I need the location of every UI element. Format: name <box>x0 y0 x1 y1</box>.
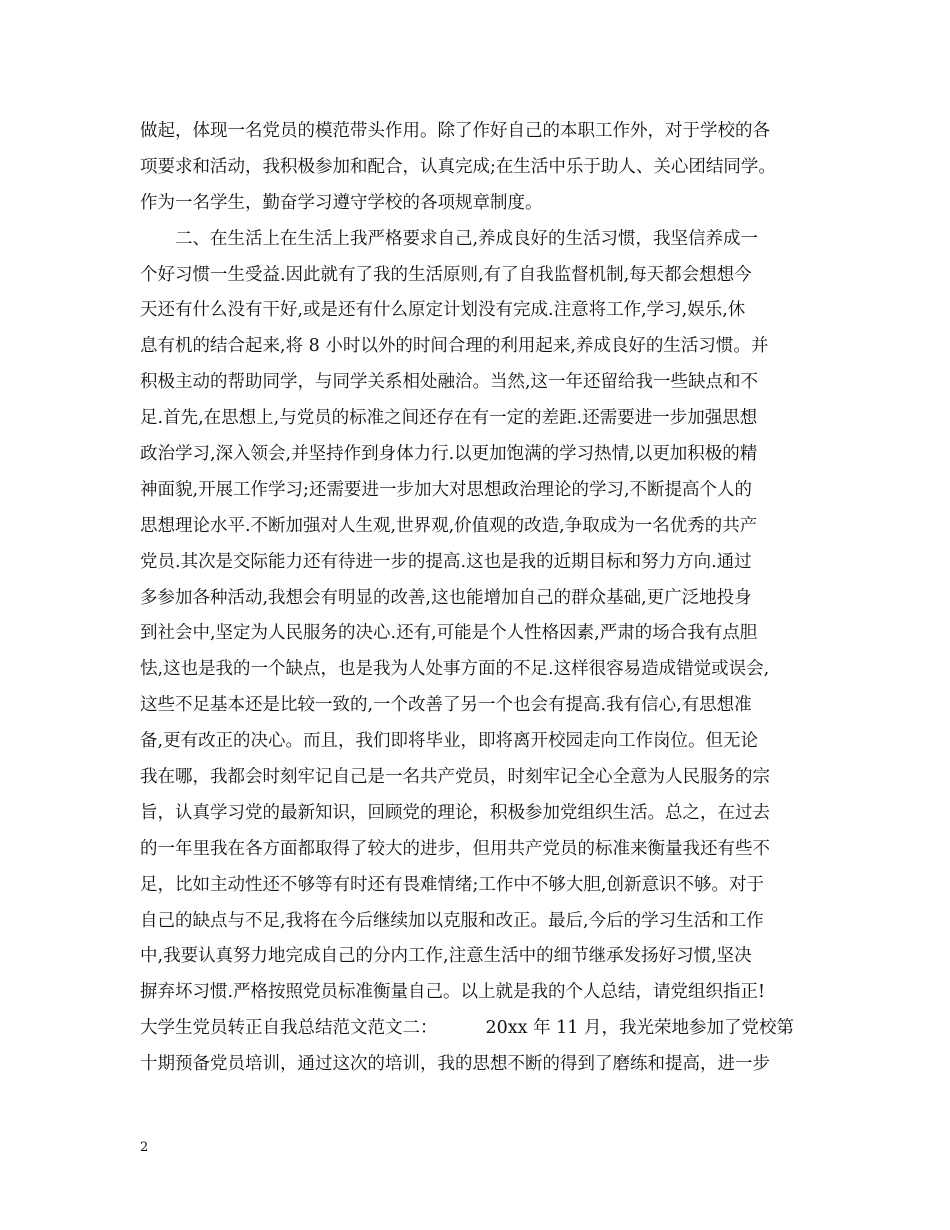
text-line: 的一年里我在各方面都取得了较大的进步，但用共产党员的标准来衡量我还有些不 <box>140 838 770 859</box>
text-line: 十期预备党员培训，通过这次的培训，我的思想不断的得到了磨练和提高，进一步 <box>140 1054 770 1075</box>
text-line: 做起，体现一名党员的模范带头作用。除了作好自己的本职工作外，对于学校的各 <box>140 121 770 141</box>
text-line: 旨，认真学习党的最新知识，回顾党的理论，积极参加党组织生活。总之，在过去 <box>140 802 770 823</box>
text-line: 天还有什么没有干好,或是还有什么原定计划没有完成.注意将工作,学习,娱乐,休 <box>140 300 746 321</box>
text-line: 项要求和活动，我积极参加和配合，认真完成;在生活中乐于助人、关心团结同学。 <box>140 156 776 177</box>
document-body <box>140 114 820 1083</box>
section-heading-line <box>140 1011 820 1047</box>
text-line: 我在哪，我都会时刻牢记自己是一名共产党员，时刻牢记全心全意为人民服务的宗 <box>140 767 770 788</box>
text-line: 到社会中,坚定为人民服务的决心.还有,可能是个人性格因素,严肃的场合我有点胆 <box>140 623 758 644</box>
text-line: 思想理论水平.不断加强对人生观,世界观,价值观的改造,争取成为一名优秀的共产 <box>140 515 758 536</box>
text-line: 二、在生活上在生活上我严格要求自己,养成良好的生活习惯，我坚信养成一 <box>140 228 759 249</box>
text-line: 足，比如主动性还不够等有时还有畏难情绪;工作中不够大胆,创新意识不够。对于 <box>140 874 764 895</box>
text-line: 作为一名学生，勤奋学习遵守学校的各项规章制度。 <box>140 192 543 213</box>
text-line: 中,我要认真努力地完成自己的分内工作,注意生活中的细节继承发扬好习惯,坚决 <box>140 946 752 967</box>
text-line: 息有机的结合起来,将 8 小时以外的时间合理的利用起来,养成良好的生活习惯。并 <box>140 336 769 357</box>
text-line: 多参加各种活动,我想会有明显的改善,这也能增加自己的群众基础,更广泛地投身 <box>140 587 752 608</box>
text-line: 党员.其次是交际能力还有待进一步的提高.这也是我的近期目标和努力方向.通过 <box>140 551 752 572</box>
text-line: 摒弃坏习惯.严格按照党员标准衡量自己。以上就是我的个人总结，请党组织指正! <box>140 982 766 1003</box>
text-line: 怯,这也是我的一个缺点，也是我为人处事方面的不足.这样很容易造成错觉或误会, <box>140 659 770 680</box>
text-line: 足.首先,在思想上,与党员的标准之间还存在有一定的差距.还需要进一步加强思想 <box>140 408 758 429</box>
text-line: 神面貌,开展工作学习;还需要进一步加大对思想政治理论的学习,不断提高个人的 <box>140 479 753 500</box>
text-line: 这些不足基本还是比较一致的,一个改善了另一个也会有提高.我有信心,有思想准 <box>140 695 752 716</box>
text-line: 政治学习,深入领会,并坚持作到身体力行.以更加饱满的学习热情,以更加积极的精 <box>140 444 758 465</box>
text-line: 备,更有改正的决心。而且，我们即将毕业，即将离开校园走向工作岗位。但无论 <box>140 731 759 752</box>
text-line: 积极主动的帮助同学，与同学关系相处融洽。当然,这一年还留给我一些缺点和不 <box>140 372 759 393</box>
section-heading: 大学生党员转正自我总结范文范文二： <box>140 1018 438 1039</box>
section-intro: 20xx 年 11 月，我光荣地参加了党校第 <box>485 1018 794 1039</box>
text-line: 个好习惯一生受益.因此就有了我的生活原则,有了自我监督机制,每天都会想想今 <box>140 264 752 285</box>
text-line: 自己的缺点与不足,我将在今后继续加以克服和改正。最后,今后的学习生活和工作 <box>140 910 764 931</box>
page-number: 2 <box>140 1140 149 1155</box>
